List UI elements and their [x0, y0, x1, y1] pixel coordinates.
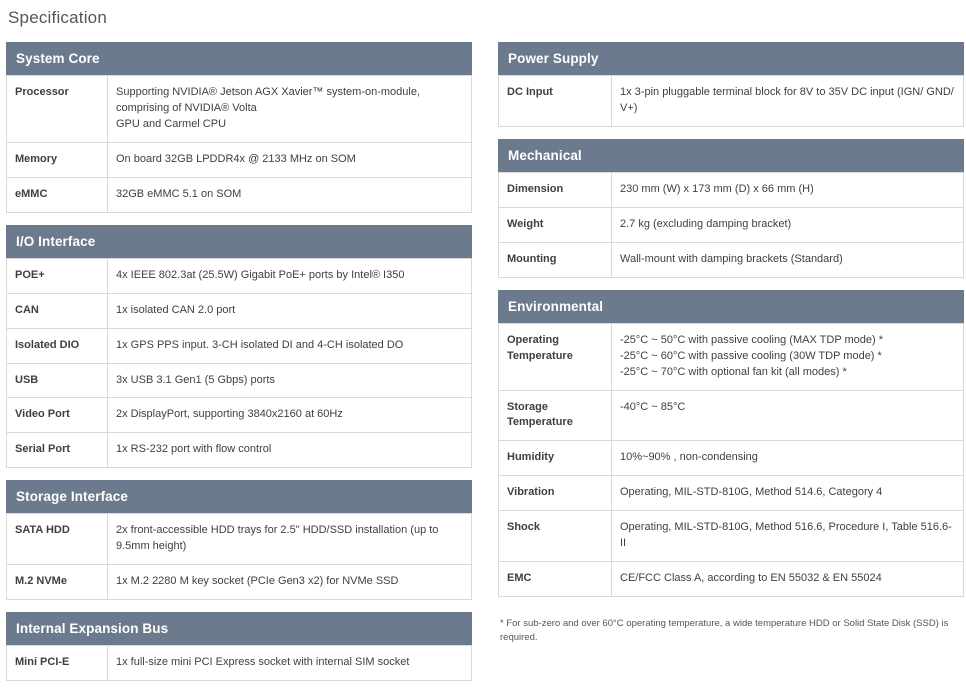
row-value-line: Supporting NVIDIA® Jetson AGX Xavier™ system-on-module, comprising of NVIDIA® Volta: [116, 86, 421, 114]
section-system-core: [6, 42, 472, 213]
row-key: CAN: [7, 293, 108, 328]
table-row: [499, 172, 964, 207]
table-environmental: [498, 323, 964, 597]
row-value: 1x M.2 2280 M key socket (PCIe Gen3 x2) for NVMe SSD: [108, 565, 472, 600]
row-value: On board 32GB LPDDR4x @ 2133 MHz on SOM: [108, 142, 472, 177]
row-value: 1x RS-232 port with flow control: [108, 433, 472, 468]
row-key: Mounting: [499, 242, 612, 277]
row-key: Storage Temperature: [499, 390, 612, 441]
table-row: [7, 398, 472, 433]
section-io-interface: [6, 225, 472, 469]
row-value: 10%~90% , non-condensing: [612, 441, 964, 476]
section-header-system-core: System Core: [6, 42, 472, 75]
row-key: SATA HDD: [7, 514, 108, 565]
row-value: CE/FCC Class A, according to EN 55032 & EN 55024: [612, 562, 964, 597]
row-value: Wall-mount with damping brackets (Standard): [612, 242, 964, 277]
section-header-internal-expansion-bus: Internal Expansion Bus: [6, 612, 472, 645]
section-internal-expansion-bus: [6, 612, 472, 681]
table-row: [7, 328, 472, 363]
table-row: [499, 476, 964, 511]
table-row: [7, 142, 472, 177]
table-row: [7, 565, 472, 600]
row-value-line: -25°C ~ 60°C with passive cooling (30W TDP mode) *: [620, 349, 882, 362]
row-key: eMMC: [7, 177, 108, 212]
row-value: 2x front-accessible HDD trays for 2.5" HDD/SSD installation (up to 9.5mm height): [108, 514, 472, 565]
section-header-mechanical: Mechanical: [498, 139, 964, 172]
table-mechanical: [498, 172, 964, 278]
row-key: Isolated DIO: [7, 328, 108, 363]
table-power-supply: [498, 75, 964, 127]
row-value: 4x IEEE 802.3at (25.5W) Gigabit PoE+ ports by Intel® I350: [108, 258, 472, 293]
section-header-environmental: Environmental: [498, 290, 964, 323]
row-key: Memory: [7, 142, 108, 177]
table-row: [499, 76, 964, 127]
table-row: [7, 514, 472, 565]
section-environmental: [498, 290, 964, 597]
section-header-io-interface: I/O Interface: [6, 225, 472, 258]
table-row: [499, 323, 964, 390]
right-column: [498, 42, 964, 646]
table-row: [499, 562, 964, 597]
table-row: [499, 390, 964, 441]
row-value: 32GB eMMC 5.1 on SOM: [108, 177, 472, 212]
row-key: Operating Temperature: [499, 323, 612, 390]
table-row: [7, 177, 472, 212]
row-value-line: -25°C ~ 70°C with optional fan kit (all modes) *: [620, 365, 847, 378]
row-key: Processor: [7, 76, 108, 143]
row-key: Serial Port: [7, 433, 108, 468]
table-internal-expansion-bus: [6, 645, 472, 681]
row-value: -40°C ~ 85°C: [612, 390, 964, 441]
row-key: Vibration: [499, 476, 612, 511]
row-key: Video Port: [7, 398, 108, 433]
table-row: [7, 258, 472, 293]
section-power-supply: [498, 42, 964, 127]
section-storage-interface: [6, 480, 472, 600]
row-key: DC Input: [499, 76, 612, 127]
row-key: EMC: [499, 562, 612, 597]
left-column: [6, 42, 472, 693]
row-value: 3x USB 3.1 Gen1 (5 Gbps) ports: [108, 363, 472, 398]
table-row: [7, 363, 472, 398]
row-value: 2.7 kg (excluding damping bracket): [612, 207, 964, 242]
table-io-interface: [6, 258, 472, 469]
row-value: 230 mm (W) x 173 mm (D) x 66 mm (H): [612, 172, 964, 207]
row-key: POE+: [7, 258, 108, 293]
spec-columns: [0, 28, 966, 693]
footnote: * For sub-zero and over 60°C operating temperature, a wide temperature HDD or Solid State Disk (SSD) is required.: [500, 618, 949, 644]
row-value: [108, 76, 472, 143]
row-value-line: GPU and Carmel CPU: [116, 117, 227, 130]
row-key: Weight: [499, 207, 612, 242]
table-row: [7, 76, 472, 143]
row-value: [612, 323, 964, 390]
table-row: [499, 511, 964, 562]
table-row: [7, 646, 472, 681]
row-value: 1x GPS PPS input. 3-CH isolated DI and 4-CH isolated DO: [108, 328, 472, 363]
row-key: Dimension: [499, 172, 612, 207]
table-row: [499, 441, 964, 476]
row-value: 1x isolated CAN 2.0 port: [108, 293, 472, 328]
row-value: 2x DisplayPort, supporting 3840x2160 at 60Hz: [108, 398, 472, 433]
row-value: 1x 3-pin pluggable terminal block for 8V to 35V DC input (IGN/ GND/ V+): [612, 76, 964, 127]
section-header-storage-interface: Storage Interface: [6, 480, 472, 513]
table-system-core: [6, 75, 472, 213]
table-storage-interface: [6, 513, 472, 600]
page-title: Specification: [8, 8, 107, 27]
row-key: USB: [7, 363, 108, 398]
row-key: Humidity: [499, 441, 612, 476]
table-row: [7, 293, 472, 328]
row-value: 1x full-size mini PCI Express socket with internal SIM socket: [108, 646, 472, 681]
row-value: Operating, MIL-STD-810G, Method 516.6, Procedure I, Table 516.6-II: [612, 511, 964, 562]
row-value-line: -25°C ~ 50°C with passive cooling (MAX TDP mode) *: [620, 333, 884, 346]
table-row: [7, 433, 472, 468]
section-mechanical: [498, 139, 964, 278]
row-key: M.2 NVMe: [7, 565, 108, 600]
section-header-power-supply: Power Supply: [498, 42, 964, 75]
table-row: [499, 242, 964, 277]
row-key: Mini PCI-E: [7, 646, 108, 681]
table-row: [499, 207, 964, 242]
row-key: Shock: [499, 511, 612, 562]
row-value: Operating, MIL-STD-810G, Method 514.6, Category 4: [612, 476, 964, 511]
